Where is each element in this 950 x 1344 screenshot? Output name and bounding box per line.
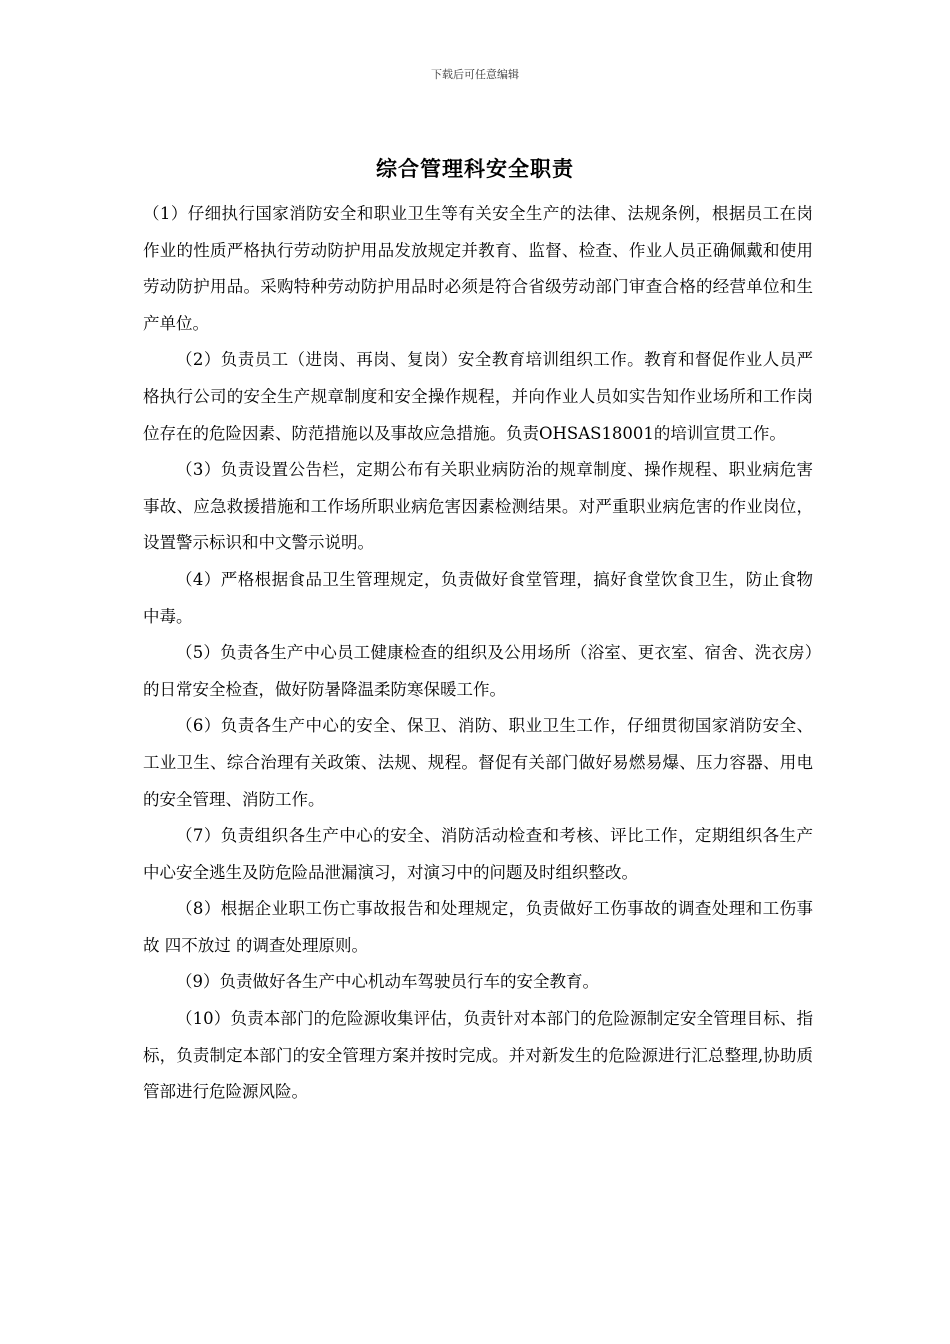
paragraph-9: （9）负责做好各生产中心机动车驾驶员行车的安全教育。 [176,972,599,992]
page-title: 综合管理科安全职责 [376,156,574,181]
paragraph-8: （8）根据企业职工伤亡事故报告和处理规定，负责做好工伤事故的调查处理和工伤事故 四不放过 的调查处理原则。 [143,899,813,955]
paragraph-7: （7）负责组织各生产中心的安全、消防活动检查和考核、评比工作，定期组织各生产中心安全逃生及防危险品泄漏演习，对演习中的问题及时组织整改。 [143,826,813,882]
document-body [143,196,813,1111]
paragraph-3: （3）负责设置公告栏，定期公布有关职业病防治的规章制度、操作规程、职业病危害事故、应急救援措施和工作场所职业病危害因素检测结果。对严重职业病危害的作业岗位，设置警示标识和中文警示说明。 [143,460,813,553]
paragraph-10: （10）负责本部门的危险源收集评估，负责针对本部门的危险源制定安全管理目标、指标，负责制定本部门的安全管理方案并按时完成。并对新发生的危险源进行汇总整理,协助质管部进行危险源风险。 [143,1009,813,1102]
paragraph-1: （1）仔细执行国家消防安全和职业卫生等有关安全生产的法律、法规条例，根据员工在岗作业的性质严格执行劳动防护用品发放规定并教育、监督、检查、作业人员正确佩戴和使用劳动防护用品。采购特种劳动防护用品时必须是符合省级劳动部门审查合格的经营单位和生产单位。 [143,204,813,333]
paragraph-6: （6）负责各生产中心的安全、保卫、消防、职业卫生工作，仔细贯彻国家消防安全、工业卫生、综合治理有关政策、法规、规程。督促有关部门做好易燃易爆、压力容器、用电的安全管理、消防工作。 [143,716,813,809]
paragraph-2: （2）负责员工（进岗、再岗、复岗）安全教育培训组织工作。教育和督促作业人员严格执行公司的安全生产规章制度和安全操作规程，并向作业人员如实告知作业场所和工作岗位存在的危险因素、防范措施以及事故应急措施。负责OHSAS18001的培训宣贯工作。 [143,350,813,443]
page-header-note: 下载后可任意编辑 [431,68,519,81]
paragraph-4: （4）严格根据食品卫生管理规定，负责做好食堂管理，搞好食堂饮食卫生，防止食物中毒。 [143,569,813,626]
paragraph-5: （5）负责各生产中心员工健康检查的组织及公用场所（浴室、更衣室、宿舍、洗衣房）的日常安全检查，做好防暑降温柔防寒保暖工作。 [143,643,813,699]
